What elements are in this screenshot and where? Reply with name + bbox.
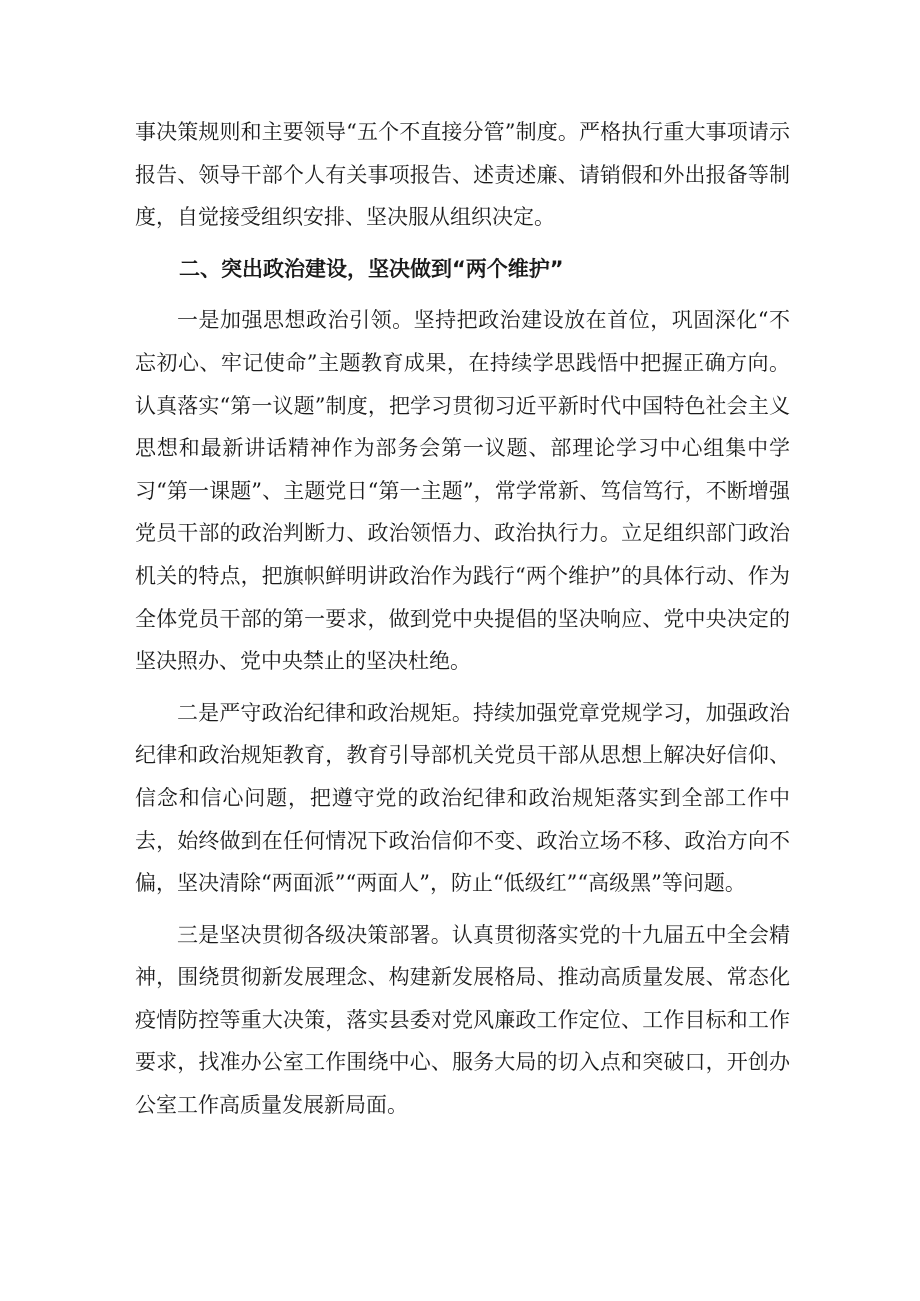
document-body	[135, 111, 790, 1127]
paragraph-spacer	[135, 905, 790, 914]
paragraph-spacer	[135, 290, 790, 299]
paragraph-spacer	[135, 683, 790, 692]
paragraph-implement-decisions: 三是坚决贯彻各级决策部署。认真贯彻落实党的十九届五中全会精神，围绕贯彻新发展理念、构建新发展格局、推动高质量发展、常态化疫情防控等重大决策，落实县委对党风廉政工作定位、工作目标和工作要求，找准办公室工作围绕中心、服务大局的切入点和突破口，开创办公室工作高质量发展新局面。	[135, 922, 790, 1118]
paragraph-political-discipline: 二是严守政治纪律和政治规矩。持续加强党章党规学习，加强政治纪律和政治规矩教育，教育引导部机关党员干部从思想上解决好信仰、信念和信心问题，把遵守党的政治纪律和政治规矩落实到全部工作中去，始终做到在任何情况下政治信仰不变、政治立场不移、政治方向不偏，坚决清除“两面派”“两面人”，防止“低级红”“高级黑”等问题。	[135, 700, 790, 896]
section-heading: 二、突出政治建设，坚决做到“两个维护”	[179, 256, 564, 281]
paragraph-continuation: 事决策规则和主要领导“五个不直接分管”制度。严格执行重大事项请示报告、领导干部个人有关事项报告、述责述廉、请销假和外出报备等制度，自觉接受组织安排、坚决服从组织决定。	[135, 120, 790, 230]
paragraph-spacer	[135, 239, 790, 248]
paragraph-political-guidance: 一是加强思想政治引领。坚持把政治建设放在首位，巩固深化“不忘初心、牢记使命”主题教育成果，在持续学思践悟中把握正确方向。认真落实“第一议题”制度，把学习贯彻习近平新时代中国特色社会主义思想和最新讲话精神作为部务会第一议题、部理论学习中心组集中学习“第一课题”、主题党日“第一主题”，常学常新、笃信笃行，不断增强党员干部的政治判断力、政治领悟力、政治执行力。立足组织部门政治机关的特点，把旗帜鲜明讲政治作为践行“两个维护”的具体行动、作为全体党员干部的第一要求，做到党中央提倡的坚决响应、党中央决定的坚决照办、党中央禁止的坚决杜绝。	[135, 308, 790, 674]
